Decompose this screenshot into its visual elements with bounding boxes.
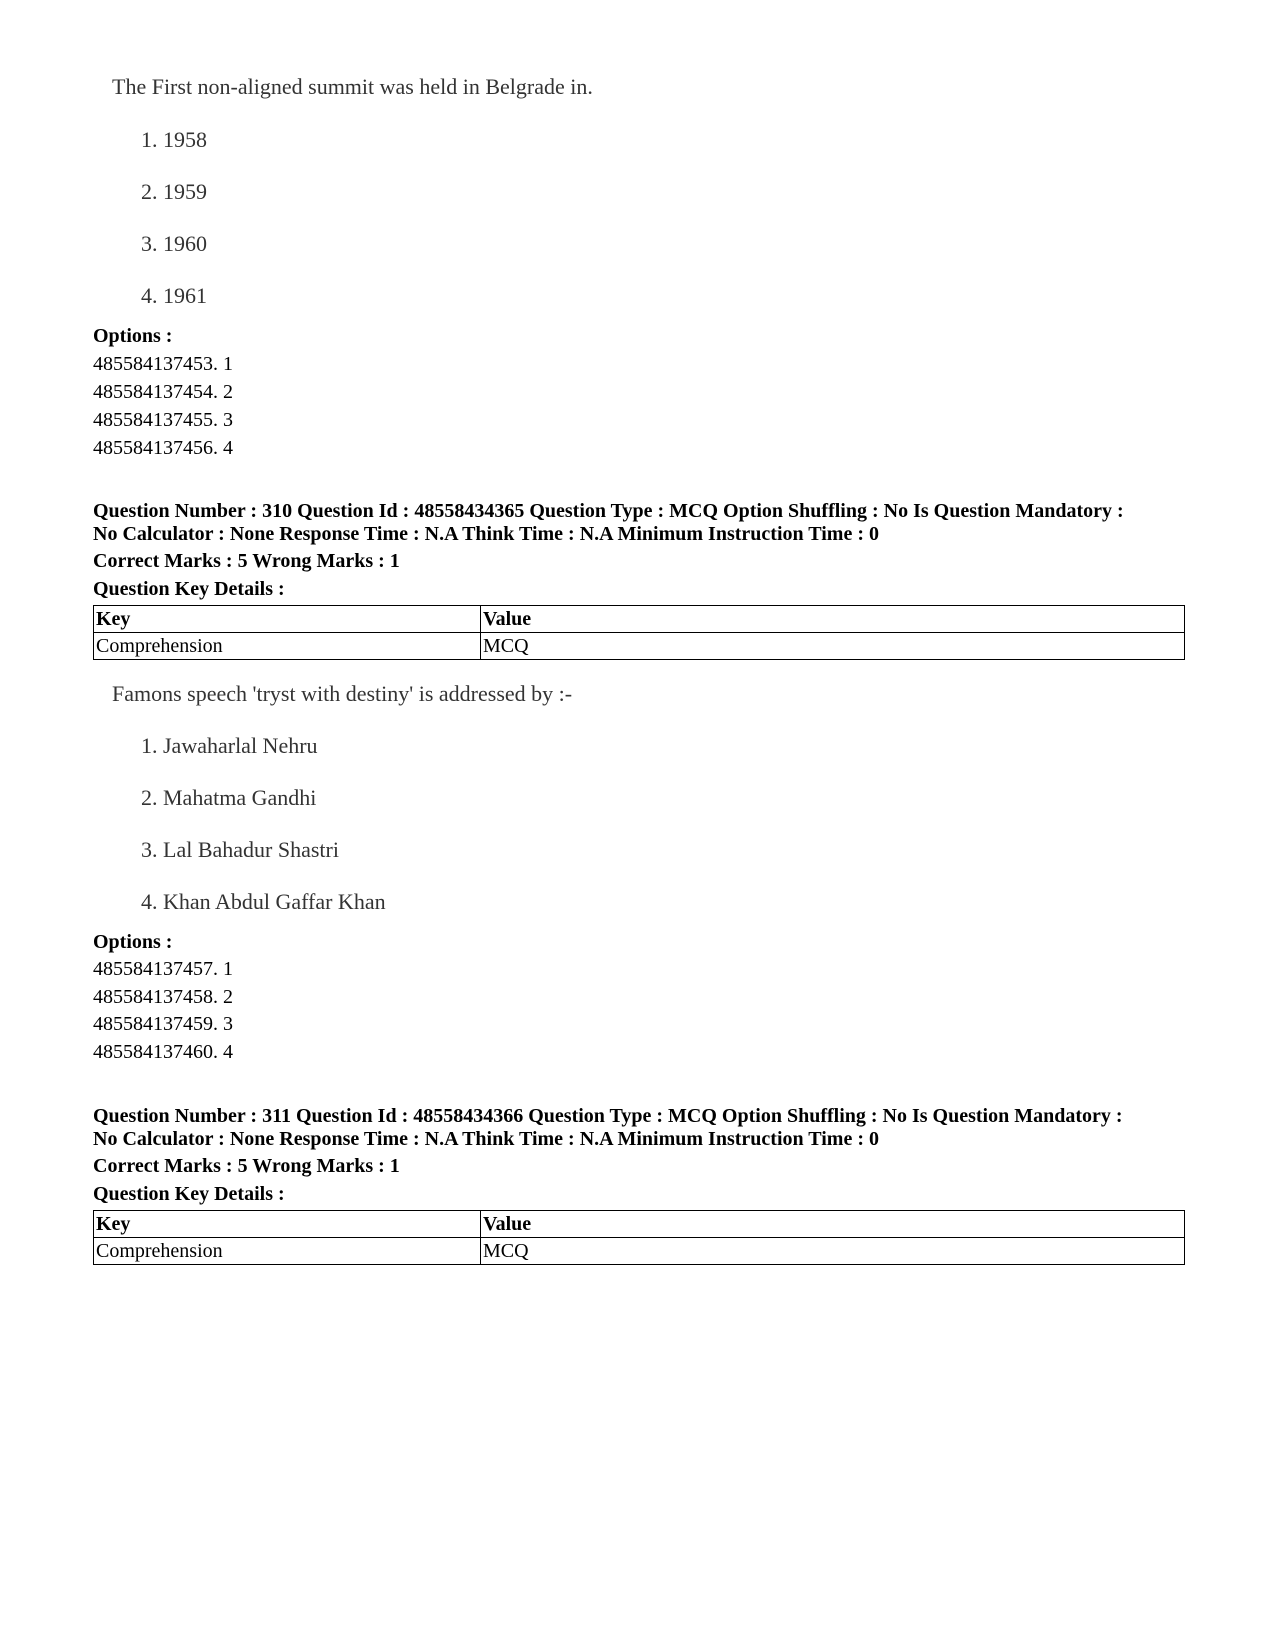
question-marks: Correct Marks : 5 Wrong Marks : 1 <box>93 1155 400 1177</box>
question-choice: 4. Khan Abdul Gaffar Khan <box>141 889 386 914</box>
question-choice: 1. 1958 <box>141 127 207 152</box>
question-choice: 2. Mahatma Gandhi <box>141 785 317 810</box>
option-id: 485584137456. 4 <box>93 437 233 459</box>
question-choice: 3. 1960 <box>141 231 207 256</box>
table-header-key: Key <box>94 1211 481 1238</box>
option-id: 485584137458. 2 <box>93 986 233 1008</box>
question-meta-line: No Calculator : None Response Time : N.A Think Time : N.A Minimum Instruction Time : 0 <box>93 523 879 545</box>
table-header-row <box>94 1211 1185 1238</box>
key-details-label: Question Key Details : <box>93 1183 285 1205</box>
option-id: 485584137453. 1 <box>93 353 233 375</box>
table-header-key: Key <box>94 606 481 633</box>
options-label: Options : <box>93 325 173 347</box>
option-id: 485584137459. 3 <box>93 1013 233 1035</box>
option-id: 485584137457. 1 <box>93 958 233 980</box>
question-choice: 4. 1961 <box>141 283 207 308</box>
question-stem: The First non-aligned summit was held in Belgrade in. <box>112 74 593 99</box>
question-meta-line: No Calculator : None Response Time : N.A Think Time : N.A Minimum Instruction Time : 0 <box>93 1128 879 1150</box>
question-choice: 1. Jawaharlal Nehru <box>141 733 318 758</box>
question-choice: 2. 1959 <box>141 179 207 204</box>
table-cell-key: Comprehension <box>94 1238 481 1265</box>
table-cell-value: MCQ <box>481 633 1185 660</box>
option-id: 485584137454. 2 <box>93 381 233 403</box>
key-details-label: Question Key Details : <box>93 578 285 600</box>
question-stem: Famons speech 'tryst with destiny' is addressed by :- <box>112 681 573 706</box>
table-cell-key: Comprehension <box>94 633 481 660</box>
table-header-value: Value <box>481 606 1185 633</box>
question-marks: Correct Marks : 5 Wrong Marks : 1 <box>93 550 400 572</box>
table-header-value: Value <box>481 1211 1185 1238</box>
table-cell-value: MCQ <box>481 1238 1185 1265</box>
key-details-table <box>93 605 1185 660</box>
key-details-table <box>93 1210 1185 1265</box>
options-label: Options : <box>93 931 173 953</box>
option-id: 485584137455. 3 <box>93 409 233 431</box>
question-meta-line: Question Number : 311 Question Id : 48558434366 Question Type : MCQ Option Shuffling : No Is Question Mandatory : <box>93 1105 1123 1127</box>
table-row <box>94 633 1185 660</box>
table-header-row <box>94 606 1185 633</box>
question-choice: 3. Lal Bahadur Shastri <box>141 837 339 862</box>
question-meta-line: Question Number : 310 Question Id : 48558434365 Question Type : MCQ Option Shuffling : No Is Question Mandatory : <box>93 500 1124 522</box>
table-row <box>94 1238 1185 1265</box>
option-id: 485584137460. 4 <box>93 1041 233 1063</box>
